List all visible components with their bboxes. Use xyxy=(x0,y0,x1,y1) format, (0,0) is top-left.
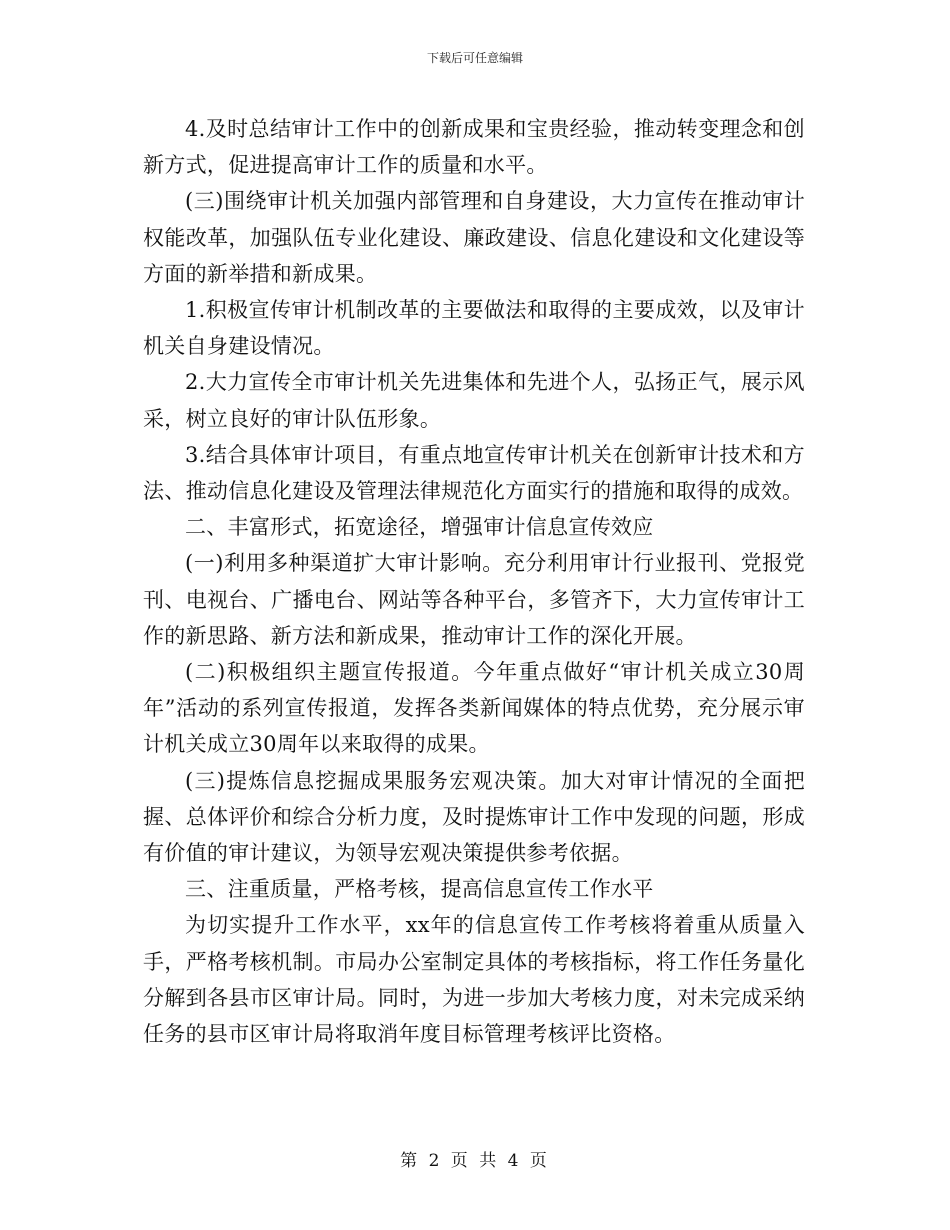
paragraph-item-3-projects: 3.结合具体审计项目，有重点地宣传审计机关在创新审计技术和方法、推动信息化建设及管理法律规范化方面实行的措施和取得的成效。 xyxy=(143,442,805,504)
paragraph-item-4-summary: 4.及时总结审计工作中的创新成果和宝贵经验，推动转变理念和创新方式，促进提高审计工作的质量和水平。 xyxy=(143,117,805,178)
page-header: 下载后可任意编辑 xyxy=(426,51,523,65)
paragraph-subsection-1-channels: (一)利用多种渠道扩大审计影响。充分利用审计行业报刊、党报党刊、电视台、广播电台、网站等各种平台，多管齐下，大力宣传审计工作的新思路、新方法和新成果，推动审计工作的深化开展。 xyxy=(143,551,805,648)
paragraph-item-1-reform: 1.积极宣传审计机制改革的主要做法和取得的主要成效，以及审计机关自身建设情况。 xyxy=(143,298,805,359)
paragraph-assessment: 为切实提升工作水平，xx年的信息宣传工作考核将着重从质量入手，严格考核机制。市局办公室制定具体的考核指标，将工作任务量化分解到各县市区审计局。同时，为进一步加大考核力度，对未完成采纳任务的县市区审计局将取消年度目标管理考核评比资格。 xyxy=(143,913,805,1047)
paragraph-subsection-2-reports: (二)积极组织主题宣传报道。今年重点做好“审计机关成立30周年”活动的系列宣传报道，发挥各类新闻媒体的特点优势，充分展示审计机关成立30周年以来取得的成果。 xyxy=(143,660,805,757)
paragraph-subsection-3-decisions: (三)提炼信息挖掘成果服务宏观决策。加大对审计情况的全面把握、总体评价和综合分析力度，及时提炼审计工作中发现的问题，形成有价值的审计建议，为领导宏观决策提供参考依据。 xyxy=(143,768,805,866)
paragraph-item-2-advanced: 2.大力宣传全市审计机关先进集体和先进个人，弘扬正气，展示风采，树立良好的审计队伍形象。 xyxy=(143,370,805,431)
paragraph-section-3-internal-management: (三)围绕审计机关加强内部管理和自身建设，大力宣传在推动审计权能改革，加强队伍专业化建设、廉政建设、信息化建设和文化建设等方面的新举措和新成果。 xyxy=(143,189,805,286)
page-number-footer: 第 2 页 共 4 页 xyxy=(400,1151,550,1171)
document-body xyxy=(143,111,805,1052)
section-heading-3: 三、注重质量，严格考核，提高信息宣传工作水平 xyxy=(185,877,654,902)
section-heading-2: 二、丰富形式，拓宽途径，增强审计信息宣传效应 xyxy=(185,515,654,540)
